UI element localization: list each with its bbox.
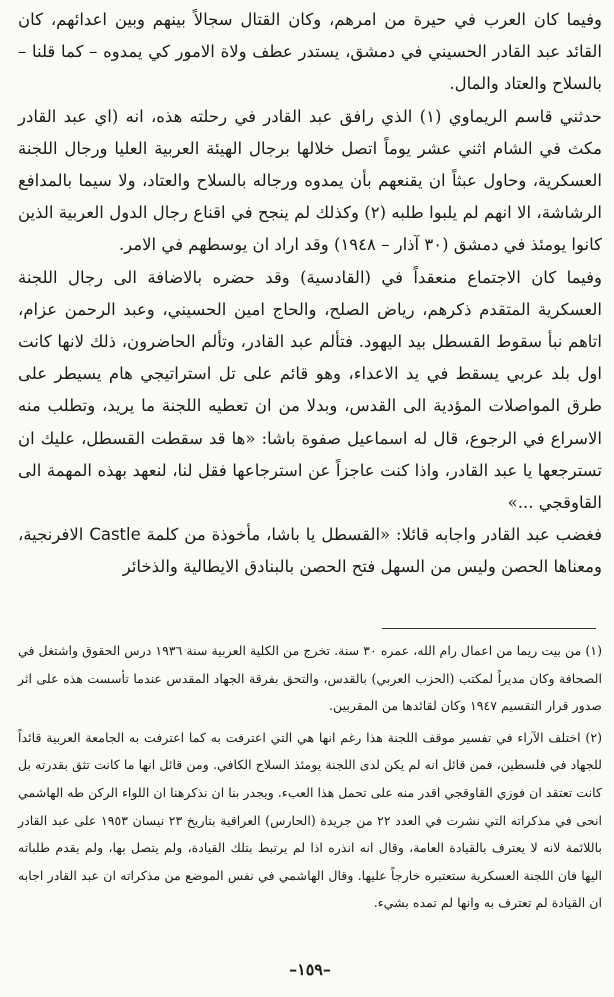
footnote-2: (٢) اختلف الآراء في تفسير موقف اللجنة هذا رغم انها هي التي اعترفت به كما اعترفت به الجامعة العربية قائداً للجهاد في فلسطين، فمن قائل انه لم يكن لدى اللجنة يومئذ السلاح الكافي. ومن قائل انها ما كانت تثق بقدرته بل كانت تعتقد ان فوزي القاوقجي اقدر منه على تحمل هذا العبء. ويجدر بنا ان نذكرهنا ان اللواء الركن طه الهاشمي انحى في مذكراته التي نشرت في العدد ٢٢ من جريدة (الحارس) العراقية بتاريخ ٢٣ نيسان ١٩٥٣ على عبد القادر باللائمة لانه لا يعترف بالقيادة العامة، وقال انه انذره اذا لم يرتبط بتلك القيادة، ولم يتصل بها، ولم يقدم طلباته اليها فان اللجنة العسكرية ستعتبره خارجاً عليها. وقال الهاشمي في نفس الموضع من مذكراته ان عبد القادر اجابه ان القيادة لم تعترف به وانها لم تمده بشيء. [18, 729, 602, 911]
page-number: –١٥٩– [289, 960, 331, 979]
book-page [18, 0, 602, 997]
paragraph-3: وفيما كان الاجتماع منعقداً في (القادسية) وقد حضره بالاضافة الى رجال اللجنة العسكرية المتقدم ذكرهم، رياض الصلح، والحاج امين الحسيني، وعبد الرحمن عزام، اتاهم نبأ سقوط القسطل بيد اليهود. فتألم عبد القادر، وتألم الحاضرون، ذلك لانها كانت اول بلد عربي يسقط في يد الاعداء، وهو قائم على تل استراتيجي هام يسيطر على طرق المواصلات المؤدية الى القدس، وبدلا من ان تعطيه اللجنة ما يريد، وتطلب منه الاسراع في الرجوع، قال له اسماعيل صفوة باشا: «ها قد سقطت القسطل، عليك ان تسترجعها يا عبد القادر، واذا كنت عاجزاً عن استرجاعها فقل لنا، لنعهد بهذه المهمة الى القاوقجي ...» [18, 267, 602, 513]
main-text [18, 4, 602, 584]
footnotes [18, 637, 602, 917]
paragraph-4-text: فغضب عبد القادر واجابه قائلا: «القسطل يا باشا، مأخوذة من كلمة [146, 525, 602, 545]
paragraph-1: وفيما كان العرب في حيرة من امرهم، وكان القتال سجالاً بينهم وبين اعدائهم، كان القائد عبد القادر الحسيني في دمشق، يستدر عطف ولاة الامور كي يمدوه – كما قلنا – بالسلاح والعتاد والمال. [18, 10, 602, 94]
footnote-1: (١) من بيت ريما من اعمال رام الله، عمره ٣٠ سنة. تخرج من الكلية العربية سنة ١٩٣٦ درس الحقوق واشتغل في الصحافة وكان مديراً لمكتب (الحزب العربي) بالقدس، والتحق بفرقة الجهاد المقدس عندما تأسست هذه على اثر صدور قرار التقسيم ١٩٤٧ وكان لقائدها من المقربين. [18, 643, 602, 714]
footnote-separator [382, 628, 596, 629]
paragraph-2: حدثني قاسم الريماوي (١) الذي رافق عبد القادر في رحلته هذه، انه (اي عبد القادر مكث في الشام اثني عشر يوماً اتصل خلالها برجال الهيئة العربية العليا ورجال اللجنة العسكرية، وحاول عبثاً ان يقنعهم بأن يمدوه ورجاله بالسلاح والعتاد، ولا سيما بالمدافع الرشاشة، الا انهم لم يلبوا طلبه (٢) وكذلك لم ينجح في اقناع رجال الدول العربية الذين كانوا يومئذ في دمشق (٣٠ آذار – ١٩٤٨) وقد اراد ان يوسطهم في الامر. [18, 106, 602, 255]
paragraph-4 [18, 519, 602, 583]
latin-word: Castle [89, 525, 141, 545]
paragraph-4-tail: الافرنجية، ومعناها الحصن وليس من السهل فتح الحصن بالبنادق الايطالية والذخائر [18, 525, 602, 577]
